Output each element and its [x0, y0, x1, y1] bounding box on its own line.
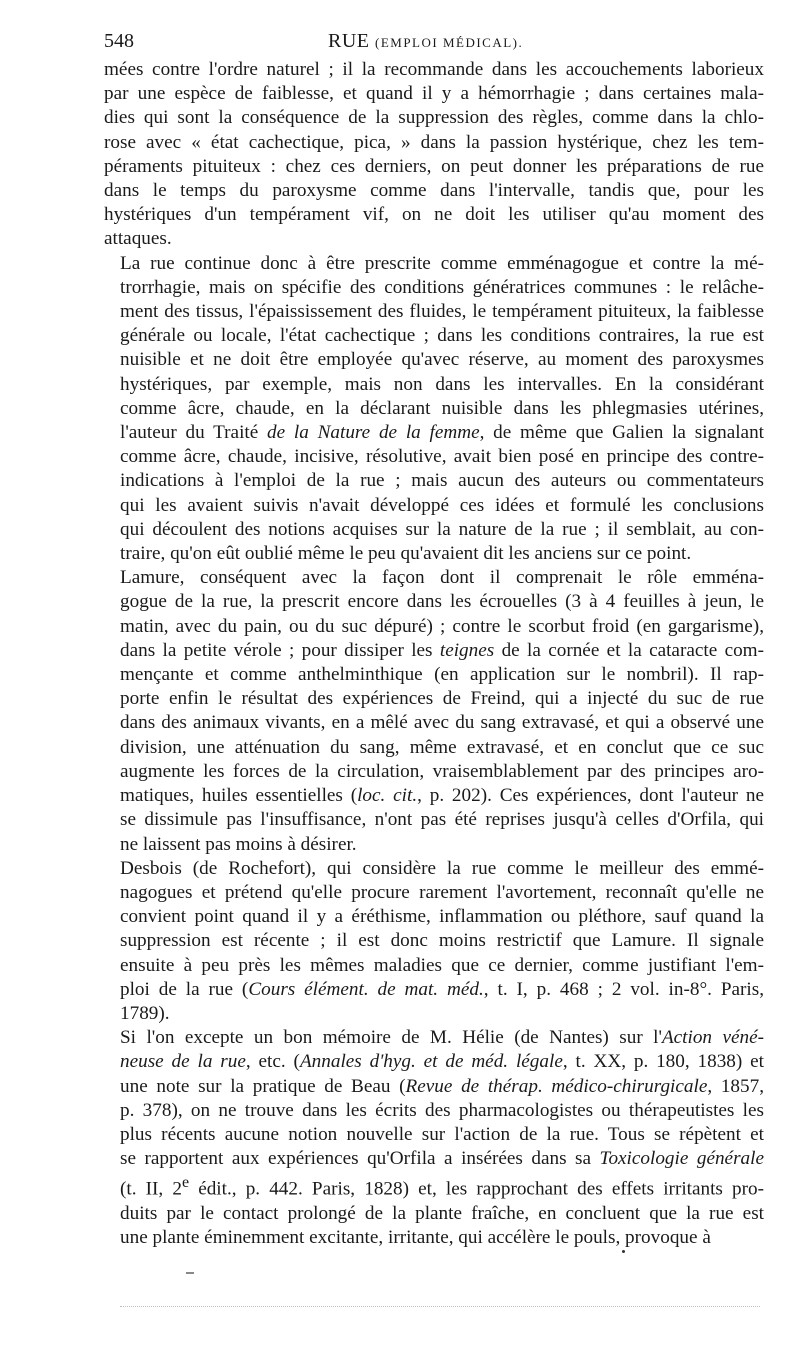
text-line: matiques, huiles essentielles (loc. cit., p. 202). Ces expériences, dont l'auteur ne	[120, 785, 764, 807]
text-line: qui les avaient suivis n'avait développé ces idées et formulé les conclusions	[120, 494, 764, 516]
text-line: attaques.	[104, 228, 172, 250]
text-line: péraments pituiteux : chez ces derniers, on peut donner les préparations de rue	[104, 155, 764, 177]
text-line: neuse de la rue, etc. (Annales d'hyg. et de méd. légale, t. XX, p. 180, 1838) et	[120, 1051, 764, 1073]
text-line: Lamure, conséquent avec la façon dont il comprenait le rôle emména-	[120, 567, 764, 589]
text-line: comme âcre, chaude, incisive, résolutive, avait bien posé en principe des contre-	[120, 446, 764, 468]
text-line: dies qui sont la conséquence de la suppression des règles, comme dans la chlo-	[104, 107, 764, 129]
text-line: augmente les forces de la circulation, vraisemblablement par des principes aro-	[120, 760, 764, 782]
text-line: dans le temps du paroxysme comme dans l'intervalle, tandis que, pour les	[104, 180, 764, 202]
text-line: ensuite à peu près les mêmes maladies que ce dernier, comme justifiant l'em-	[120, 954, 764, 976]
text-line: ne laissent pas moins à désirer.	[120, 833, 357, 855]
text-line: porte enfin le résultat des expériences de Freind, qui a injecté du suc de rue	[120, 688, 764, 710]
text-line: mées contre l'ordre naturel ; il la recommande dans les accouchements laborieux	[104, 59, 764, 80]
ink-speck	[186, 1272, 194, 1274]
text-line: nuisible et ne doit être employée qu'avec réserve, au moment des paroxysmes	[120, 349, 764, 371]
text-line: dans la petite vérole ; pour dissiper les teignes de la cornée et la cataracte com-	[120, 639, 764, 661]
text-line: ment des tissus, l'épaississement des fluides, le tempérament pituiteux, la faiblesse	[120, 301, 764, 323]
text-line: Si l'on excepte un bon mémoire de M. Hélie (de Nantes) sur l'Action véné-	[120, 1027, 764, 1049]
text-line: l'auteur du Traité de la Nature de la femme, de même que Galien la signalant	[120, 422, 764, 444]
text-line: division, une atténuation du sang, même extravasé, et en conclut que ce suc	[120, 736, 764, 758]
running-title	[328, 30, 523, 53]
paragraph	[104, 857, 764, 1026]
text-line: convient point quand il y a éréthisme, inflammation ou pléthore, sauf quand la	[120, 906, 764, 928]
text-line: (t. II, 2e édit., p. 442. Paris, 1828) et, les rapprochant des effets irritants pro-	[120, 1174, 764, 1200]
text-line: Desbois (de Rochefort), qui considère la rue comme le meilleur des emmé-	[120, 857, 764, 879]
running-title-main: RUE	[328, 30, 370, 52]
text-line: traire, qu'on eût oublié même le peu qu'avaient dit les anciens sur ce point.	[120, 543, 692, 565]
text-line: se dissimule pas l'insuffisance, n'ont pas été reprises jusqu'à celles d'Orfila, qui	[120, 809, 764, 831]
text-line: duits par le contact prolongé de la plante fraîche, en concluent que la rue est	[120, 1202, 764, 1224]
paragraph	[104, 566, 764, 856]
paragraph	[104, 252, 764, 567]
text-line: une note sur la pratique de Beau (Revue de thérap. médico-chirurgicale, 1857,	[120, 1075, 764, 1097]
text-line: par une espèce de faiblesse, et quand il y a hémorrhagie ; dans certaines mala-	[104, 83, 764, 105]
bottom-dotted-rule	[120, 1306, 760, 1307]
text-line: ploi de la rue (Cours élément. de mat. méd., t. I, p. 468 ; 2 vol. in-8°. Paris,	[120, 978, 764, 1000]
text-line: dans des animaux vivants, en a mêlé avec du sang extravasé, et qui a observé une	[120, 712, 764, 734]
text-line: gogue de la rue, la prescrit encore dans les écrouelles (3 à 4 feuilles à jeun, le	[120, 591, 764, 613]
text-line: hystériques d'un tempérament vif, on ne doit les utiliser qu'au moment des	[104, 204, 764, 226]
text-line: se rapportent aux expériences qu'Orfila a insérées dans sa Toxicologie générale	[120, 1148, 764, 1170]
text-line: générale ou locale, l'état cachectique ; dans les conditions contraires, la rue est	[120, 325, 764, 347]
paragraph	[104, 1026, 764, 1250]
page-number: 548	[104, 30, 134, 52]
text-line: qui découlent des notions acquises sur la nature de la rue ; il semblait, au con-	[120, 518, 764, 540]
ink-speck	[622, 1250, 625, 1253]
text-line: hystériques, par exemple, mais non dans les intervalles. En la considérant	[120, 373, 764, 395]
text-line: nagogues et prétend qu'elle procure rarement l'avortement, reconnaît qu'elle ne	[120, 881, 764, 903]
paragraph	[104, 58, 764, 252]
text-line: une plante éminemment excitante, irritante, qui accélère le pouls, provoque à	[120, 1227, 711, 1249]
text-line: matin, avec du pain, ou du suc dépuré) ; contre le scorbut froid (en gargarisme),	[120, 615, 764, 637]
text-line: La rue continue donc à être prescrite comme emménagogue et contre la mé-	[120, 252, 764, 274]
text-line: rose avec « état cachectique, pica, » dans la passion hystérique, chez les tem-	[104, 131, 764, 153]
text-line: mençante et comme anthelminthique (en application sur le nombril). Il rap-	[120, 664, 764, 686]
running-title-small: (EMPLOI MÉDICAL).	[375, 35, 524, 50]
page-header	[104, 26, 764, 56]
text-line: trorrhagie, mais on spécifie des conditions génératrices communes : le relâche-	[120, 276, 764, 298]
text-line: 1789).	[120, 1002, 170, 1024]
text-line: indications à l'emploi de la rue ; mais aucun des auteurs ou commentateurs	[120, 470, 764, 492]
text-line: plus récents aucune notion nouvelle sur l'action de la rue. Tous se répètent et	[120, 1123, 764, 1145]
body-text	[104, 58, 764, 1250]
text-line: p. 378), on ne trouve dans les écrits des pharmacologistes ou thérapeutistes les	[120, 1099, 764, 1121]
text-line: suppression est récente ; il est donc moins restrictif que Lamure. Il signale	[120, 930, 764, 952]
document-page	[104, 26, 764, 1250]
text-line: comme âcre, chaude, en la déclarant nuisible dans les phlegmasies utérines,	[120, 397, 764, 419]
